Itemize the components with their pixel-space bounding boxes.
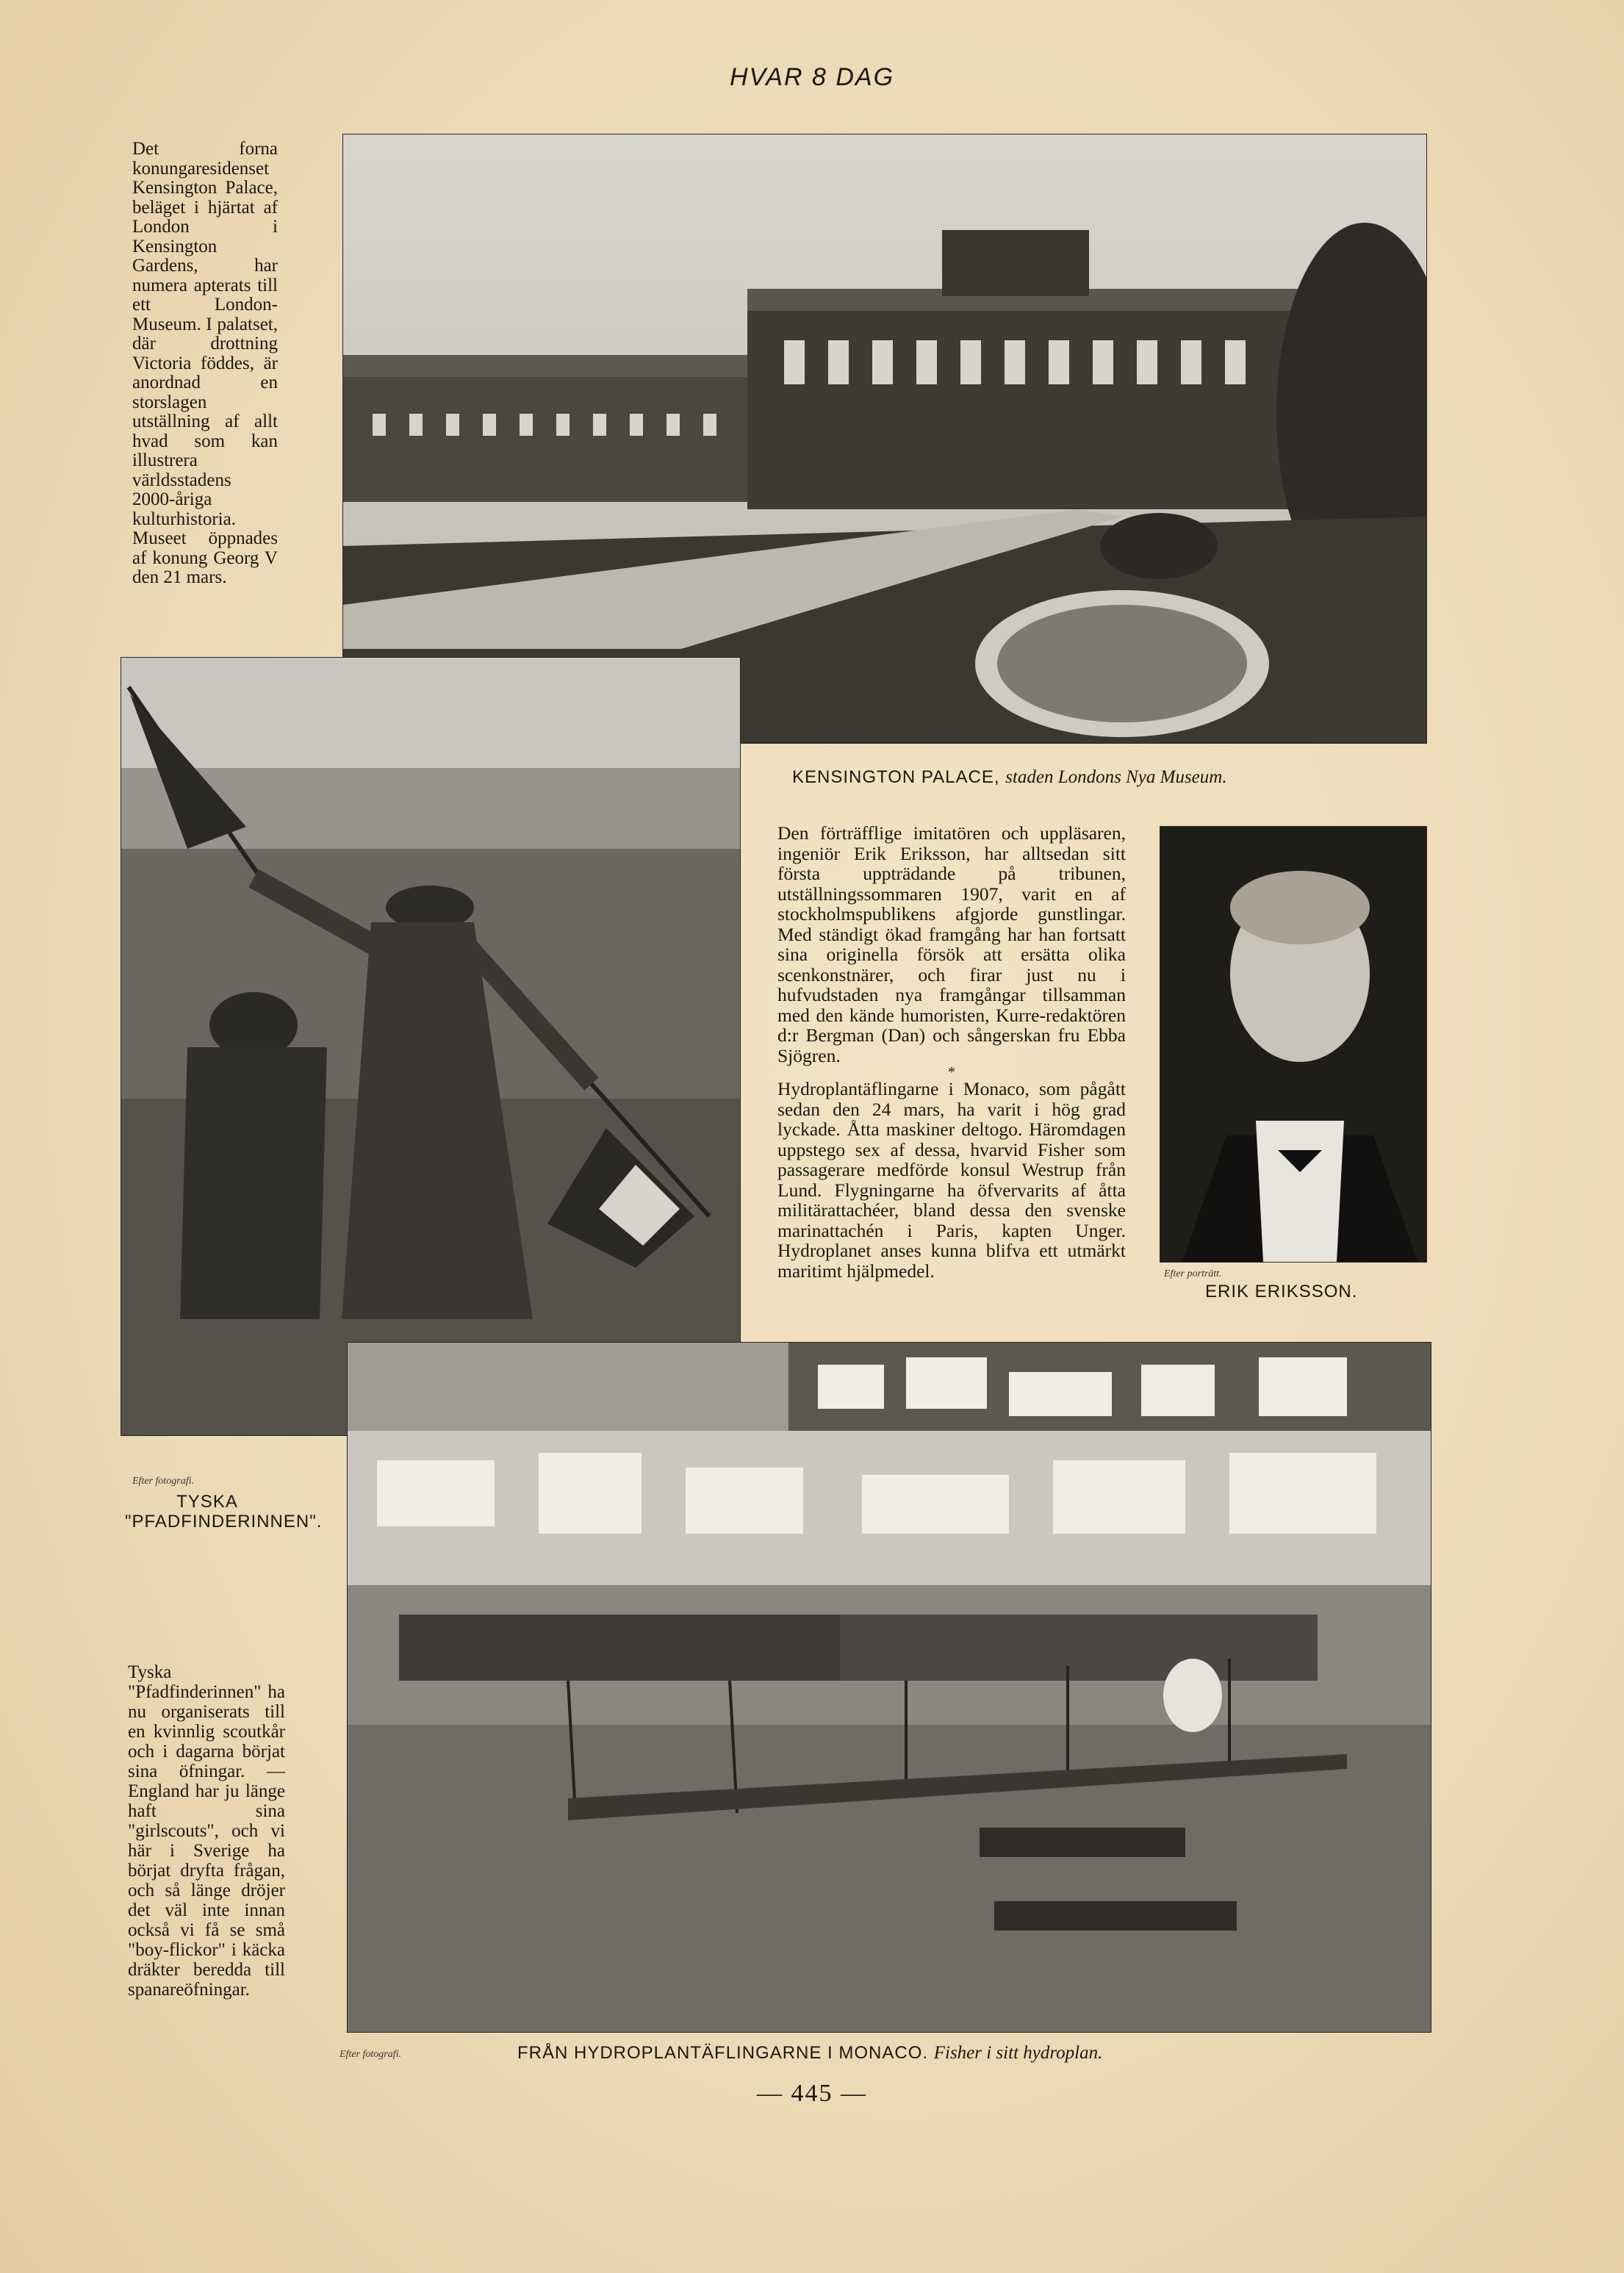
eriksson-portrait (1160, 826, 1427, 1263)
pfadfinderin-caption: TYSKA "PFADFINDERINNEN". (125, 1492, 323, 1532)
monaco-caption: FRÅN HYDROPLANTÄFLINGARNE I MONACO. Fisher i sitt hydroplan. (517, 2043, 1103, 2063)
eriksson-caption: ERIK ERIKSSON. (1205, 1282, 1358, 1301)
page-number: — 445 — (757, 2080, 867, 2107)
kensington-intro-text: Det forna konungaresidenset Kensington Palace, beläget i hjärtat af London i Kensington Gardens, har numera apterats till ett London-Museum. I palatset, där drottning Victoria föddes, är anordnad en storslagen utställning af allt hvad som kan illustrera världsstadens 2000-åriga kulturhistoria. Museet öppnades af konung Georg V den 21 mars. (132, 139, 278, 587)
running-head: HVAR 8 DAG (729, 63, 895, 91)
eriksson-photo-credit: Efter porträtt. (1164, 1268, 1222, 1279)
pfadfinderin-photo-credit: Efter fotografi. (132, 1476, 194, 1487)
separator-star: * (948, 1064, 955, 1080)
monaco-hydroplane-photo (347, 1342, 1431, 2033)
monaco-photo-credit: Efter fotografi. (339, 2049, 401, 2060)
kensington-palace-photo (342, 134, 1427, 744)
kensington-caption: KENSINGTON PALACE, staden Londons Nya Museum. (792, 767, 1227, 787)
pfadfinderin-photo (121, 657, 741, 1436)
eriksson-text: Den förträfflige imitatören och uppläsaren, ingeniör Erik Eriksson, har alltsedan sitt första uppträdande på tribunen, utställningssommaren 1907, varit en af stockholmspublikens afgjorde gunstlingar. Med ständigt ökad framgång har han fortsatt sina originella försök att ersätta olika scenkonstnärer, och firar just nu i hufvudstaden nya framgångar tillsamman med den kände humoristen, Kurre-redaktören d:r Bergman (Dan) och sångerskan fru Ebba Sjögren. * Hydroplantäflingarne i Monaco, som pågått sedan den 24 mars, ha varit i hög grad lyckade. Åtta maskiner deltogo. Häromdagen uppstego sex af dessa, hvarvid Fisher som passagerare medförde konsul Westrup från Lund. Flygningarne ha öfvervarits af åtta militärattachéer, bland dessa den svenske marinattachén i Paris, kapten Unger. Hydroplanet anses kunna blifva ett utmärkt maritimt hjälpmedel. (777, 822, 1126, 1282)
pfadfinderin-text: Tyska "Pfadfinderinnen" ha nu organiserats till en kvinnlig scoutkår och i dagarna börjat sina öfningar. — England har ju länge haft sina "girlscouts", och vi här i Sverige ha börjat dryfta frågan, och så länge dröjer det väl inte innan också vi få se små "boy-flickor" i käcka dräkter beredda till spanareöfningar. (128, 1662, 285, 2000)
